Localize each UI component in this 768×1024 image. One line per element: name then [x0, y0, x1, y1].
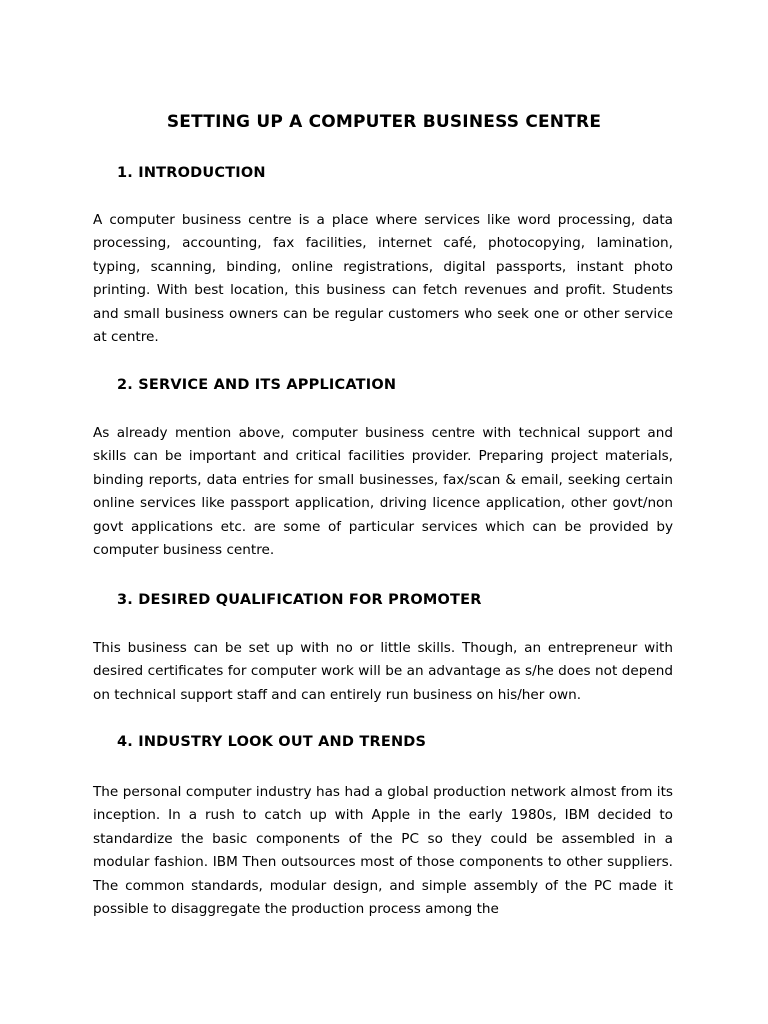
- section-body-industry: The personal computer industry has had a global production network almost from its inception. In a rush to catch up with Apple in the early 1980s, IBM decided to standardize the basic components of the PC so they could be assembled in a modular fashion. IBM Then outsources most of those components to other suppliers. The common standards, modular design, and simple assembly of the PC made it possible to disaggregate the production process among the: [93, 784, 673, 918]
- section-heading-service: 2. SERVICE AND ITS APPLICATION: [117, 377, 397, 393]
- section-body-introduction: A computer business centre is a place where services like word processing, data processing, accounting, fax facilities, internet café, photocopying, lamination, typing, scanning, binding, online registrations, digital passports, instant photo printing. With best location, this business can fetch revenues and profit. Students and small business owners can be regular customers who seek one or other service at centre.: [93, 212, 673, 346]
- section-heading-industry: 4. INDUSTRY LOOK OUT AND TRENDS: [117, 734, 427, 750]
- section-body-qualification: This business can be set up with no or little skills. Though, an entrepreneur with desired certificates for computer work will be an advantage as s/he does not depend on technical support staff and can entirely run business on his/her own.: [93, 640, 673, 703]
- section-heading-qualification: 3. DESIRED QUALIFICATION FOR PROMOTER: [117, 592, 482, 608]
- document-title: SETTING UP A COMPUTER BUSINESS CENTRE: [166, 112, 602, 132]
- section-heading-introduction: 1. INTRODUCTION: [117, 165, 266, 181]
- section-body-service: As already mention above, computer business centre with technical support and skills can be important and critical facilities provider. Preparing project materials, binding reports, data entries for small businesses, fax/scan & email, seeking certain online services like passport application, driving licence application, other govt/non govt applications etc. are some of particular services which can be provided by computer business centre.: [93, 425, 673, 559]
